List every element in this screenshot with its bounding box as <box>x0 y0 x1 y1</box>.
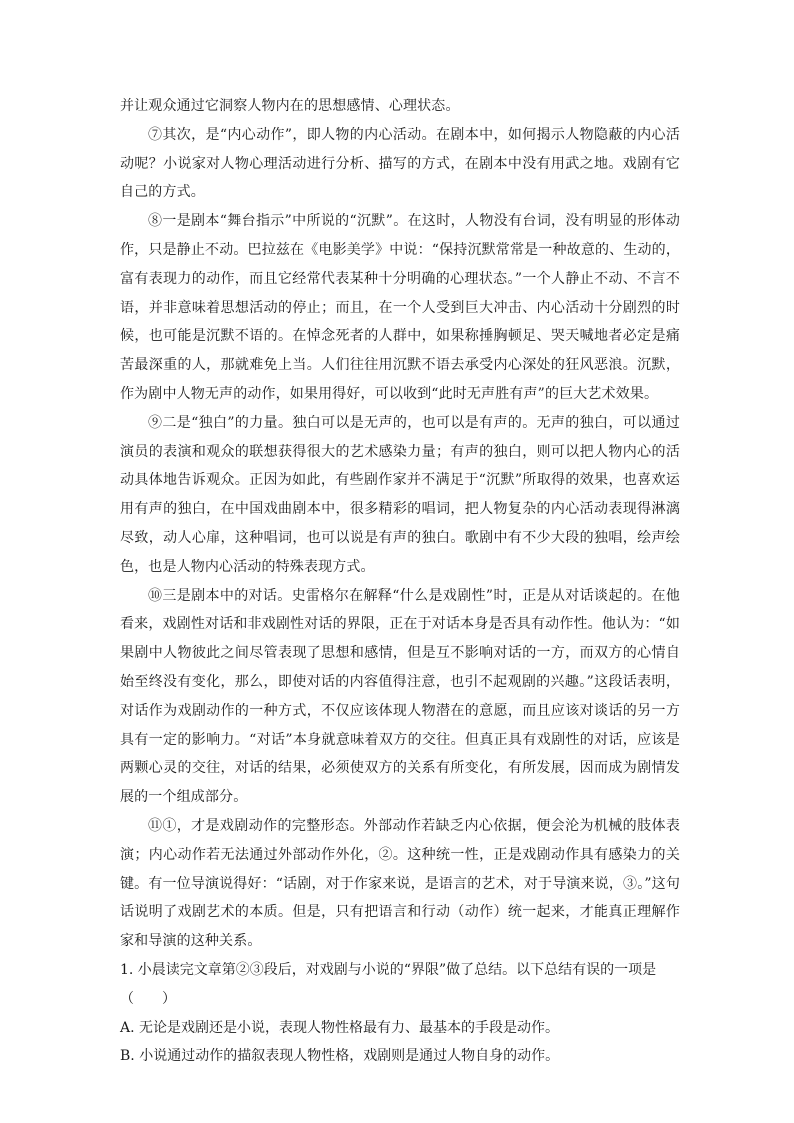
paragraph-8: ⑧一是剧本“舞台指示”中所说的“沉默”。在这时，人物没有台词，没有明显的形体动作，只是静止不动。巴拉兹在《电影美学》中说：“保持沉默常常是一种故意的、生动的，富有表现力的动作，而且它经常代表某种十分明确的心理状态。”一个人静止不动、不言不语，并非意味着思想活动的停止；而且，在一个人受到巨大冲击、内心活动十分剧烈的时候，也可能是沉默不语的。在悼念死者的人群中，如果称捶胸顿足、哭天喊地者必定是痛苦最深重的人，那就难免上当。人们往往用沉默不语去承受内心深处的狂风恶浪。沉默，作为剧中人物无声的动作，如果用得好，可以收到“此时无声胜有声”的巨大艺术效果。 <box>120 213 680 402</box>
question-stem: 1. 小晨读完文章第②③段后，对戏剧与小说的“界限”做了总结。以下总结有误的一项是（ ） <box>120 961 657 1007</box>
paragraph-10: ⑩三是剧本中的对话。史雷格尔在解释“什么是戏剧性”时，正是从对话谈起的。在他看来，戏剧性对话和非戏剧性对话的界限，正在于对话本身是否具有动作性。他认为：“如果剧中人物彼此之间尽管表现了思想和感情，但是互不影响对话的一方，而双方的心情自始至终没有变化，那么，即使对话的内容值得注意，也引不起观剧的兴趣。”这段话表明，对话作为戏剧动作的一种方式，不仅应该体现人物潜在的意愿，而且应该对谈话的另一方具有一定的影响力。“对话”本身就意味着双方的交往。但真正具有戏剧性的对话，应该是两颗心灵的交往，对话的结果，必须使双方的关系有所变化，有所发展，因而成为剧情发展的一个组成部分。 <box>120 587 680 806</box>
document-page <box>120 92 680 1071</box>
option-a: A. 无论是戏剧还是小说，表现人物性格最有力、最基本的手段是动作。 <box>120 1019 560 1036</box>
paragraph-11: ⑪①，才是戏剧动作的完整形态。外部动作若缺乏内心依据，便会沦为机械的肢体表演；内心动作若无法通过外部动作外化，②。这种统一性，正是戏剧动作具有感染力的关键。有一位导演说得好：“话剧，对于作家来说，是语言的艺术，对于导演来说，③。”这句话说明了戏剧艺术的本质。但是，只有把语言和行动（动作）统一起来，才能真正理解作家和导演的这种关系。 <box>120 817 680 950</box>
paragraph-9: ⑨二是“独白”的力量。独白可以是无声的，也可以是有声的。无声的独白，可以通过演员的表演和观众的联想获得很大的艺术感染力量；有声的独白，则可以把人物内心的活动具体地告诉观众。正因为如此，有些剧作家并不满足于“沉默”所取得的效果，也喜欢运用有声的独白，在中国戏曲剧本中，很多精彩的唱词，把人物复杂的内心活动表现得淋漓尽致，动人心扉，这种唱词，也可以说是有声的独白。歌剧中有不少大段的独唱，绘声绘色，也是人物内心活动的特殊表现方式。 <box>120 414 680 575</box>
paragraph-continuation: 并让观众通过它洞察人物内在的思想感情、心理状态。 <box>120 98 460 114</box>
option-b: B. 小说通过动作的描叙表现人物性格，戏剧则是通过人物自身的动作。 <box>120 1048 560 1065</box>
paragraph-7: ⑦其次，是“内心动作”，即人物的内心活动。在剧本中，如何揭示人物隐蔽的内心活动呢？小说家对人物心理活动进行分析、描写的方式，在剧本中没有用武之地。戏剧有它自己的方式。 <box>120 126 680 201</box>
